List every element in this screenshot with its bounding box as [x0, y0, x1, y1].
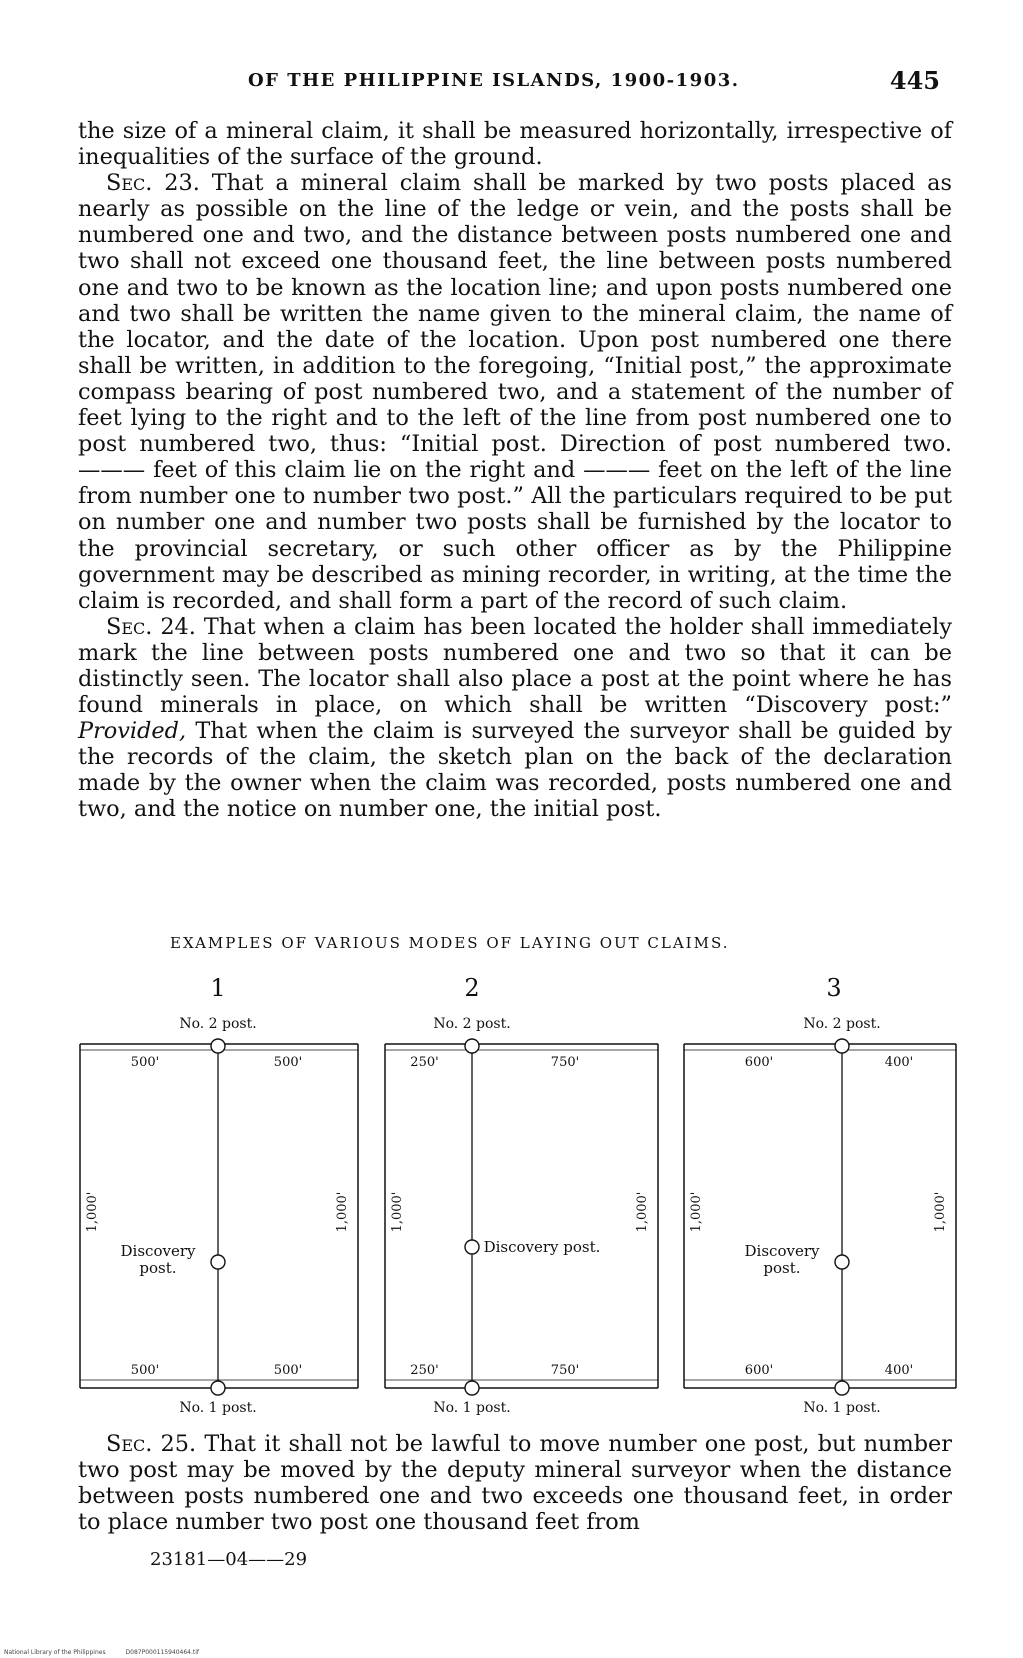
no2-post-marker	[465, 1039, 479, 1053]
section-text: That when a claim has been located the holder shall immediately mark the line between posts numbered one and two so that it can be distinctly seen. The locator shall also place a post at the point where he has found minerals in place, on which shall be written “Discovery post:”	[78, 613, 952, 719]
page-number: 445	[889, 66, 940, 95]
side-length-label-right: 1,000'	[933, 1191, 948, 1233]
width-label-bottom-right: 500'	[273, 1363, 303, 1378]
no1-post-label: No. 1 post.	[179, 1400, 257, 1416]
printer-signature: 23181—04——29	[150, 1549, 308, 1570]
no2-post-marker	[835, 1039, 849, 1053]
no1-post-label: No. 1 post.	[433, 1400, 511, 1416]
discovery-post-label: Discovery	[120, 1242, 196, 1260]
no1-post-marker	[211, 1381, 225, 1395]
no2-post-marker	[211, 1039, 225, 1053]
section-text: That it shall not be lawful to move number one post, but number two post may be moved by the deputy mineral surveyor when the distance between posts numbered one and two exceeds one thousand feet, in order to place number two post one thousand feet from	[78, 1431, 952, 1536]
width-label-top-left: 500'	[130, 1055, 160, 1070]
no2-post-label: No. 2 post.	[433, 1016, 511, 1032]
no2-post-label: No. 2 post.	[179, 1016, 257, 1032]
discovery-post-label: Discovery post.	[483, 1238, 601, 1256]
paragraph-continuation: the size of a mineral claim, it shall be measured horizontally, irrespective of inequalities of the surface of the ground.	[78, 118, 952, 171]
section-text: That a mineral claim shall be marked by two posts placed as nearly as possible on the line of the ledge or vein, and the posts shall be numbered one and two, and the distance between posts numbered one and two shall not exceed one thousand feet, the line between posts numbered one and two to be known as the location line; and upon posts numbered one and two shall be written the name given to the mineral claim, the name of the locator, and the date of the location. Upon post numbered one there shall be written, in addition to the foregoing, “Initial post,” the approximate compass bearing of post numbered two, and a statement of the number of feet lying to the right and to the left of the line from post numbered one to post numbered two, thus: “Initial post. Direction of post numbered two. ——— feet of this claim lie on the right and ——— feet on the left of the line from number one to number two post.” All the particulars required to be put on number one and number two posts shall be furnished by the locator to the provincial secretary, or such other officer as by the Philippine government may be described as mining recorder, in writing, at the time the claim is recorded, and shall form a part of the record of such claim.	[78, 170, 953, 614]
discovery-post-marker	[211, 1255, 225, 1269]
no1-post-marker	[835, 1381, 849, 1395]
discovery-post-label: post.	[139, 1259, 177, 1277]
side-length-label-left: 1,000'	[689, 1191, 704, 1233]
section-24	[78, 614, 952, 823]
width-label-bottom-right: 400'	[884, 1363, 914, 1378]
running-head: OF THE PHILIPPINE ISLANDS, 1900-1903.	[248, 70, 740, 91]
body-text	[78, 118, 952, 823]
discovery-post-marker	[465, 1240, 479, 1254]
discovery-post-label: Discovery	[744, 1242, 820, 1260]
side-length-label-right: 1,000'	[635, 1191, 650, 1233]
claims-svg	[0, 962, 1023, 1422]
claims-diagram	[0, 962, 1023, 1422]
bottom-text	[78, 1431, 952, 1535]
no1-post-label: No. 1 post.	[803, 1400, 881, 1416]
no1-post-marker	[465, 1381, 479, 1395]
discovery-post-label: post.	[763, 1259, 801, 1277]
discovery-post-marker	[835, 1255, 849, 1269]
library-credit: National Library of the Philippines	[4, 1649, 106, 1656]
width-label-bottom-left: 600'	[744, 1363, 774, 1378]
width-label-bottom-left: 250'	[410, 1363, 439, 1378]
section-23	[78, 170, 952, 614]
section-25	[78, 1431, 952, 1535]
section-label: Sec. 24.	[106, 613, 196, 640]
proviso-word: Provided,	[78, 718, 187, 745]
side-length-label-right: 1,000'	[335, 1191, 350, 1233]
figure-title: EXAMPLES OF VARIOUS MODES OF LAYING OUT CLAIMS.	[170, 934, 730, 952]
example-number: 1	[210, 974, 226, 1002]
page-header	[78, 66, 948, 100]
example-number: 3	[826, 974, 842, 1002]
width-label-top-right: 750'	[550, 1055, 580, 1070]
side-length-label-left: 1,000'	[390, 1191, 405, 1233]
width-label-bottom-left: 500'	[130, 1363, 160, 1378]
scan-footer	[4, 1649, 217, 1656]
side-length-label-left: 1,000'	[85, 1191, 100, 1233]
section-label: Sec. 25.	[106, 1431, 197, 1457]
width-label-bottom-right: 750'	[550, 1363, 580, 1378]
file-id: D087P000115940464.tif	[125, 1649, 200, 1656]
width-label-top-right: 500'	[273, 1055, 303, 1070]
no2-post-label: No. 2 post.	[803, 1016, 881, 1032]
example-number: 2	[464, 974, 480, 1002]
width-label-top-right: 400'	[884, 1055, 914, 1070]
width-label-top-left: 600'	[744, 1055, 774, 1070]
section-label: Sec. 23.	[106, 170, 200, 197]
section-text: That when the claim is surveyed the surveyor shall be guided by the records of the claim, the sketch plan on the back of the declaration made by the owner when the claim was recorded, posts numbered one and two, and the notice on number one, the initial post.	[78, 718, 952, 823]
width-label-top-left: 250'	[410, 1055, 439, 1070]
